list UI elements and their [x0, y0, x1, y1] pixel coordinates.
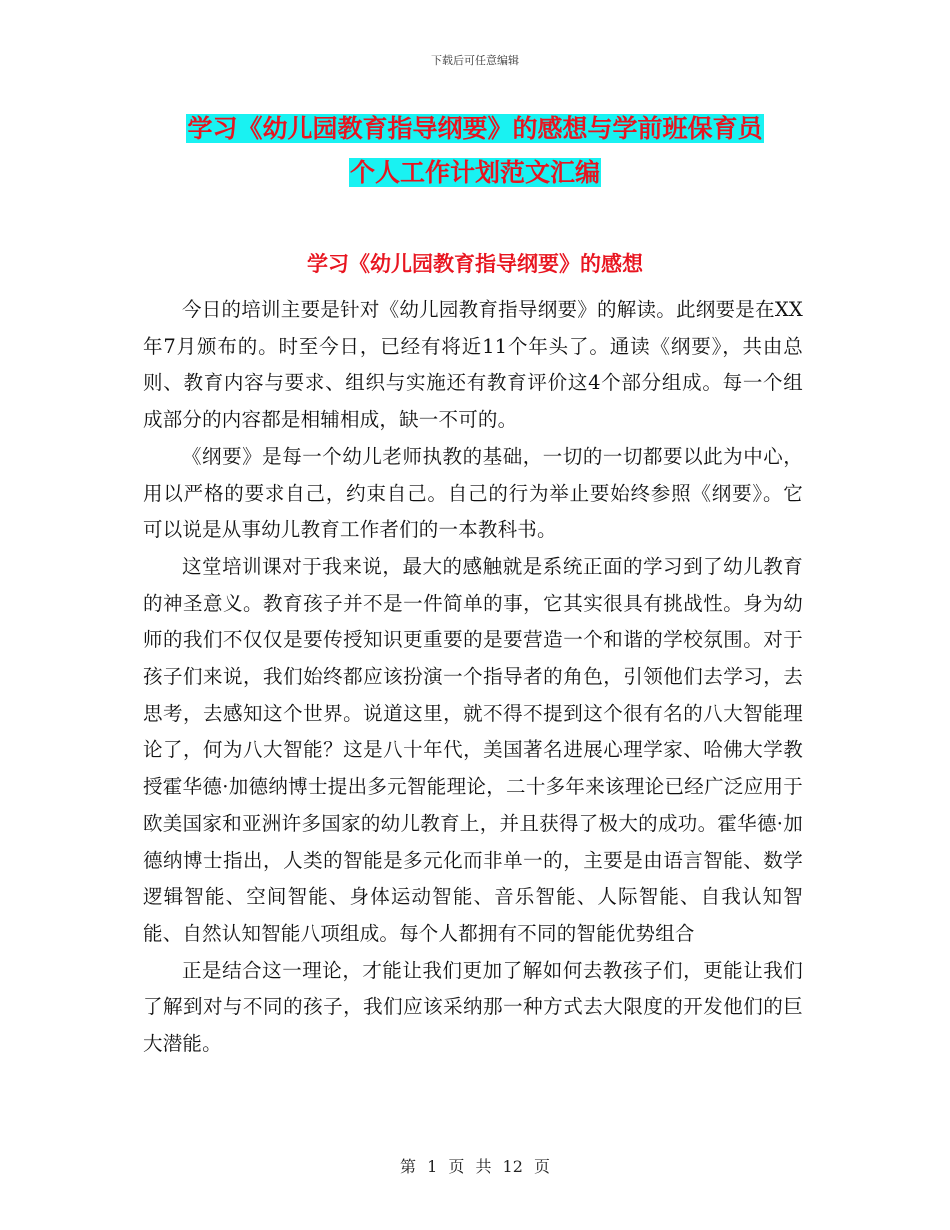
- document-title-line-2-text: 个人工作计划范文汇编: [349, 158, 600, 187]
- header-note: 下载后可任意编辑: [431, 54, 519, 67]
- page-footer: 第 1 页 共 12 页: [400, 1157, 550, 1176]
- section-heading: 学习《幼儿园教育指导纲要》的感想: [307, 252, 643, 276]
- document-title-line-1-text: 学习《幼儿园教育指导纲要》的感想与学前班保育员: [187, 114, 763, 143]
- paragraph: 正是结合这一理论，才能让我们更加了解如何去教孩子们，更能让我们了解到对与不同的孩子，我们应该采纳那一种方式去大限度的开发他们的巨大潜能。: [143, 958, 803, 1056]
- paragraph: 《纲要》是每一个幼儿老师执教的基础，一切的一切都要以此为中心，用以严格的要求自己，约束自己。自己的行为举止要始终参照《纲要》。它可以说是从事幼儿教育工作者们的一本教科书。: [143, 444, 803, 542]
- paragraph: 这堂培训课对于我来说，最大的感触就是系统正面的学习到了幼儿教育的神圣意义。教育孩子并不是一件简单的事，它其实很具有挑战性。身为幼师的我们不仅仅是要传授知识更重要的是要营造一个和谐的学校氛围。对于孩子们来说，我们始终都应该扮演一个指导者的角色，引领他们去学习，去思考，去感知这个世界。说道这里，就不得不提到这个很有名的八大智能理论了，何为八大智能？这是八十年代，美国著名进展心理学家、哈佛大学教授霍华德·加德纳博士提出多元智能理论，二十多年来该理论已经广泛应用于欧美国家和亚洲许多国家的幼儿教育上，并且获得了极大的成功。霍华德·加德纳博士指出，人类的智能是多元化而非单一的，主要是由语言智能、数学逻辑智能、空间智能、身体运动智能、音乐智能、人际智能、自我认知智能、自然认知智能八项组成。每个人都拥有不同的智能优势组合: [143, 554, 803, 945]
- document-title-line-1: [0, 110, 950, 148]
- document-title-line-2: [0, 154, 950, 192]
- body-text: [143, 292, 803, 1063]
- paragraph: 今日的培训主要是针对《幼儿园教育指导纲要》的解读。此纲要是在XX年7月颁布的。时至今日，已经有将近11个年头了。通读《纲要》，共由总则、教育内容与要求、组织与实施还有教育评价这4个部分组成。每一个组成部分的内容都是相辅相成，缺一不可的。: [143, 298, 803, 432]
